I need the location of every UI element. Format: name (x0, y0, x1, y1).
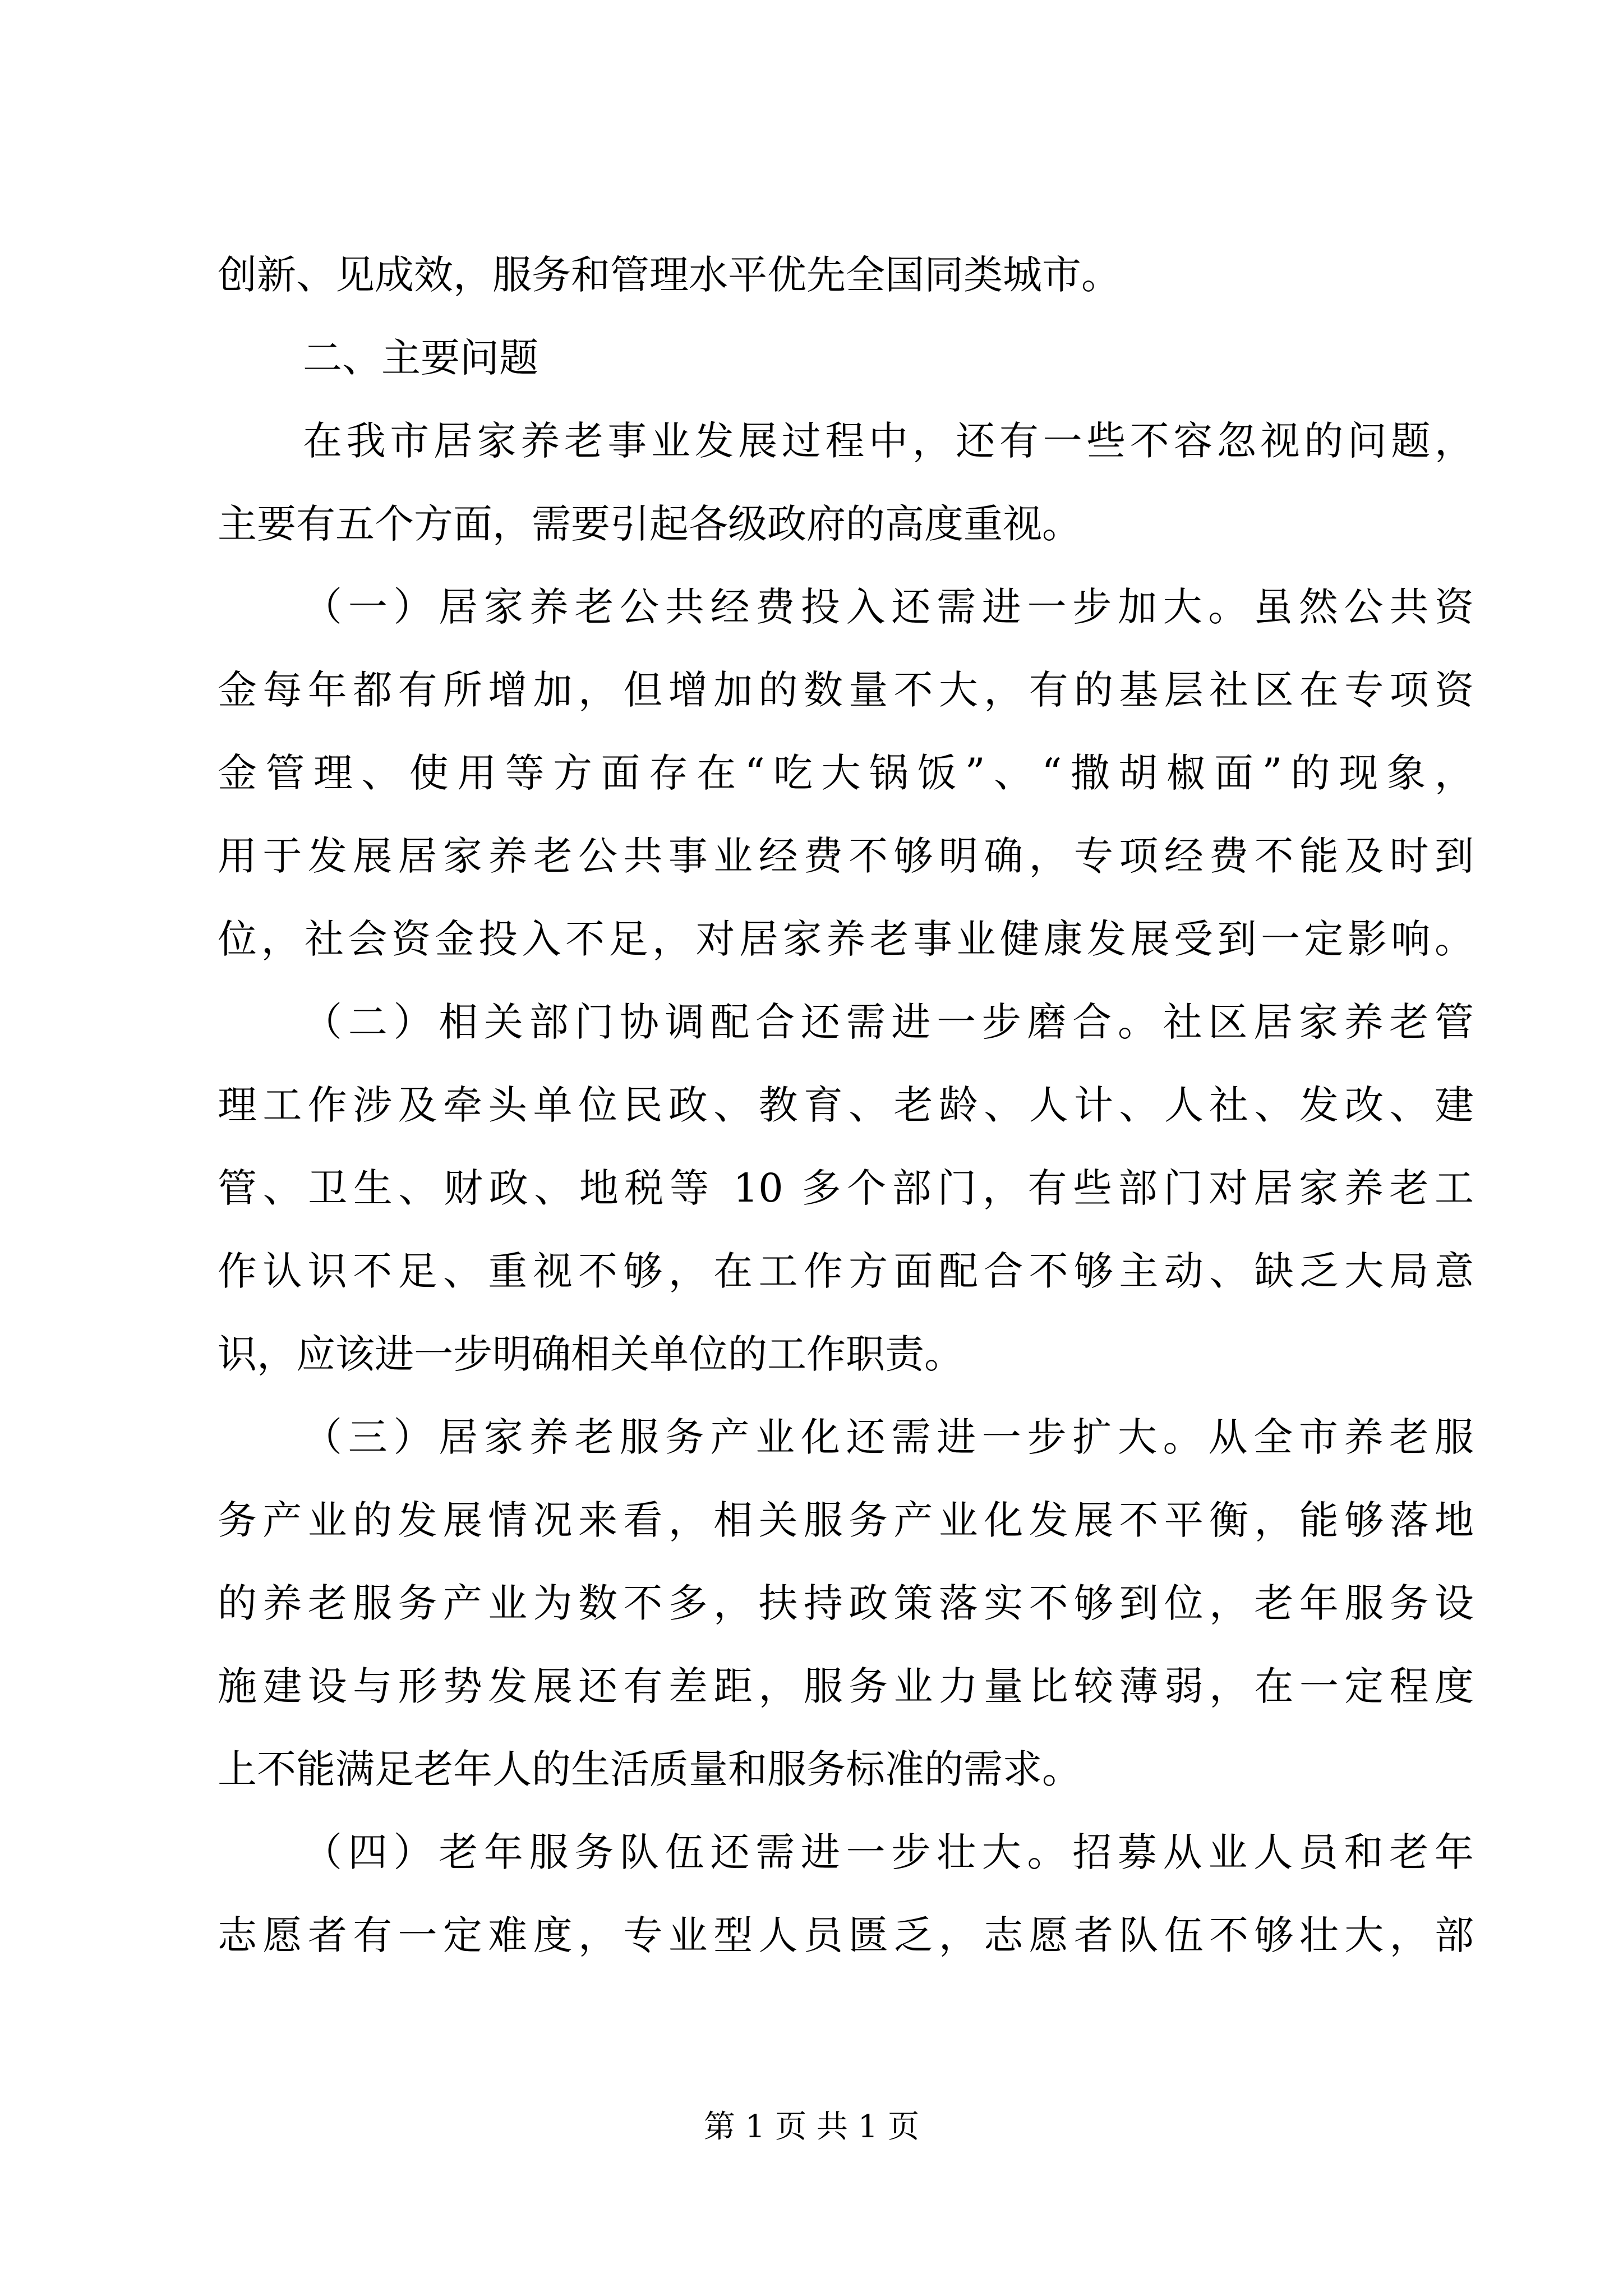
text-line: 志愿者有一定难度，专业型人员匮乏，志愿者队伍不够壮大，部 (218, 1912, 1474, 1958)
text-line: 金管理、使用等方面存在“吃大锅饭”、“撒胡椒面”的现象， (218, 750, 1474, 796)
section-heading: 二、主要问题 (303, 335, 538, 381)
text-line: 位，社会资金投入不足，对居家养老事业健康发展受到一定影响。 (218, 916, 1474, 962)
text-line: 管、卫生、财政、地税等 10 多个部门，有些部门对居家养老工 (218, 1165, 1474, 1211)
text-line: （三）居家养老服务产业化还需进一步扩大。从全市养老服 (303, 1414, 1474, 1460)
text-line: 务产业的发展情况来看，相关服务产业化发展不平衡，能够落地 (218, 1497, 1474, 1543)
text-line: 主要有五个方面，需要引起各级政府的高度重视。 (218, 501, 1081, 547)
page-number-footer: 第 1 页 共 1 页 (703, 2109, 920, 2145)
text-line: 在我市居家养老事业发展过程中，还有一些不容忽视的问题， (303, 418, 1474, 464)
text-line: 金每年都有所增加，但增加的数量不大，有的基层社区在专项资 (218, 667, 1474, 713)
text-line: （二）相关部门协调配合还需进一步磨合。社区居家养老管 (303, 999, 1474, 1045)
text-line: 的养老服务产业为数不多，扶持政策落实不够到位，老年服务设 (218, 1580, 1474, 1626)
text-line: （一）居家养老公共经费投入还需进一步加大。虽然公共资 (303, 584, 1474, 630)
text-line: （四）老年服务队伍还需进一步壮大。招募从业人员和老年 (303, 1829, 1474, 1875)
text-line: 理工作涉及牵头单位民政、教育、老龄、人计、人社、发改、建 (218, 1082, 1474, 1128)
text-line: 创新、见成效，服务和管理水平优先全国同类城市。 (218, 252, 1121, 298)
text-line: 施建设与形势发展还有差距，服务业力量比较薄弱，在一定程度 (218, 1663, 1474, 1709)
text-line: 作认识不足、重视不够，在工作方面配合不够主动、缺乏大局意 (218, 1248, 1474, 1294)
text-line: 上不能满足老年人的生活质量和服务标准的需求。 (218, 1746, 1081, 1792)
text-line: 用于发展居家养老公共事业经费不够明确，专项经费不能及时到 (218, 833, 1474, 879)
text-line: 识，应该进一步明确相关单位的工作职责。 (218, 1331, 963, 1377)
